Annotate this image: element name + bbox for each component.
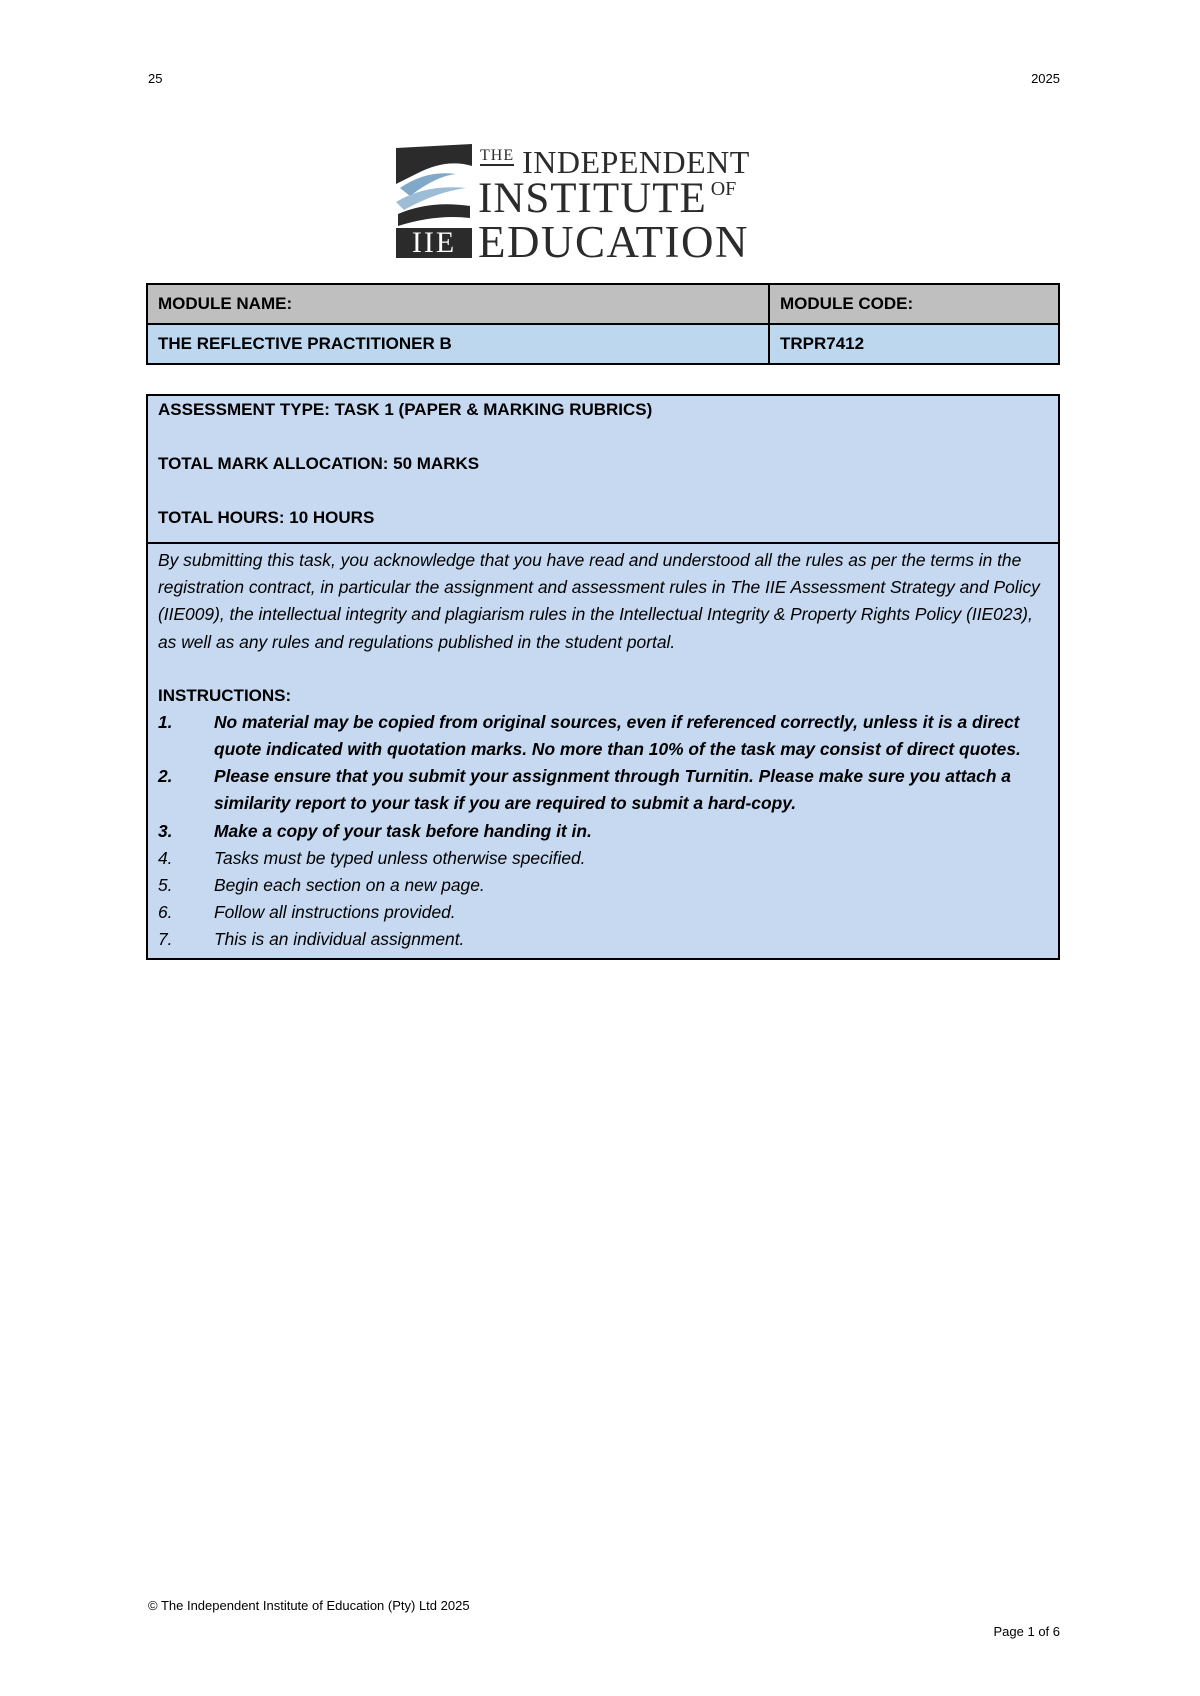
- module-code-value: TRPR7412: [769, 324, 1059, 364]
- total-mark-allocation: TOTAL MARK ALLOCATION: 50 MARKS: [158, 454, 480, 473]
- list-item-number: 7.: [158, 929, 173, 950]
- assessment-type: ASSESSMENT TYPE: TASK 1 (PAPER & MARKING RUBRICS): [158, 400, 653, 419]
- list-item: [158, 899, 1048, 926]
- module-value-row: [147, 324, 1059, 364]
- instructions-title: INSTRUCTIONS:: [158, 685, 292, 705]
- list-item-text: This is an individual assignment.: [214, 929, 465, 950]
- list-item-text: Begin each section on a new page.: [214, 875, 485, 896]
- instructions-list: [158, 709, 1048, 954]
- list-item-number: 4.: [158, 847, 173, 868]
- list-item-text: Follow all instructions provided.: [214, 902, 456, 923]
- list-item: [158, 872, 1048, 899]
- logo-education: EDUCATION: [478, 217, 749, 267]
- module-info-table: [146, 283, 1060, 365]
- list-item-number: 6.: [158, 902, 173, 923]
- total-hours: TOTAL HOURS: 10 HOURS: [158, 508, 375, 527]
- logo-the: THE: [480, 147, 515, 164]
- list-item: [158, 763, 1048, 817]
- logo-of: OF: [710, 178, 737, 200]
- footer-copyright: © The Independent Institute of Education (Pty) Ltd 2025: [148, 1598, 470, 1613]
- logo-iie-badge: IIE: [396, 228, 472, 258]
- list-item-text: Please ensure that you submit your assignment through Turnitin. Please make sure you attach a similarity report to your task if you are required to submit a hard-copy.: [214, 766, 1011, 814]
- list-item-number: 2.: [158, 766, 173, 787]
- logo-institute: INSTITUTE: [478, 175, 707, 222]
- book-emblem-icon: [396, 144, 472, 230]
- iie-logo: [396, 144, 810, 267]
- assessment-box: [146, 394, 1060, 960]
- list-item-text: Tasks must be typed unless otherwise specified.: [214, 847, 586, 868]
- list-item: [158, 818, 1048, 845]
- list-item-number: 5.: [158, 875, 173, 896]
- list-item-number: 3.: [158, 820, 173, 841]
- list-item-text: Make a copy of your task before handing it in.: [214, 820, 592, 841]
- footer-page-number: Page 1 of 6: [993, 1624, 1060, 1639]
- logo-independent: INDEPENDENT: [522, 144, 750, 180]
- module-name-label: MODULE NAME:: [147, 284, 769, 324]
- list-item: [158, 845, 1048, 872]
- list-item-text: No material may be copied from original sources, even if referenced correctly, unless it is a direct quote indicated with quotation marks. No more than 10% of the task may consist of direct quotes.: [214, 711, 1021, 760]
- header-right-year: 2025: [1031, 71, 1060, 86]
- assessment-summary: [148, 396, 1058, 544]
- module-name-value: THE REFLECTIVE PRACTITIONER B: [147, 324, 769, 364]
- list-item: [158, 709, 1048, 763]
- submission-disclaimer: By submitting this task, you acknowledge that you have read and understood all the rules as per the terms in the registration contract, in particular the assignment and assessment rules in The IIE Assessment Strategy and Policy (IIE009), the intellectual integrity and plagiarism rules in the Intellectual Integrity & Property Rights Policy (IIE023), as well as any rules and regulations published in the student portal.: [158, 550, 1040, 652]
- module-code-label: MODULE CODE:: [769, 284, 1059, 324]
- list-item: [158, 926, 1048, 953]
- assessment-instructions-section: [148, 544, 1058, 958]
- list-item-number: 1.: [158, 711, 173, 732]
- module-header-row: [147, 284, 1059, 324]
- header-left-number: 25: [148, 71, 163, 86]
